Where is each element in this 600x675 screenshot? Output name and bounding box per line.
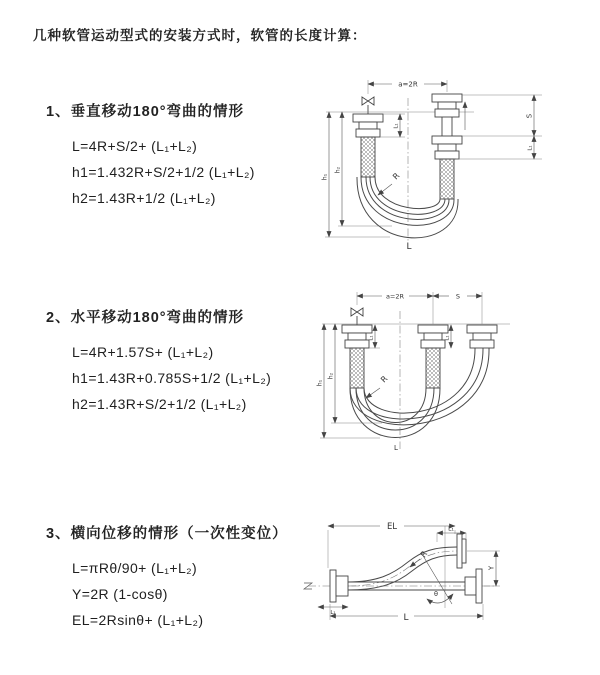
dimension-l	[330, 604, 483, 623]
label-theta: θ	[434, 590, 438, 598]
section-1-heading: 1、垂直移动180°弯曲的情形	[46, 104, 245, 120]
formula-y: Y=2R (1-cosθ)	[72, 586, 168, 602]
left-flanged-fitting	[342, 325, 372, 388]
label-r: R	[379, 374, 390, 385]
braided-hose-section	[426, 348, 440, 388]
right-flange	[465, 569, 482, 603]
angle-theta	[422, 554, 453, 604]
braided-hose-section	[350, 348, 364, 388]
dim-label-el: EL	[386, 522, 398, 532]
formula-h1: h1=1.43R+0.785S+1/2 (L₁+L₂)	[72, 370, 272, 386]
dim-label-h1: h₁	[321, 173, 329, 181]
section-3	[46, 525, 288, 638]
diagram-lateral-displacement	[300, 506, 600, 651]
radius-callout	[378, 171, 402, 195]
radius-callout	[366, 374, 390, 398]
label-r: R	[391, 171, 402, 182]
formula-h2: h2=1.43R+S/2+1/2 (L₁+L₂)	[72, 396, 247, 412]
formula-l: L=4R+S/2+ (L₁+L₂)	[72, 138, 198, 154]
hose-s-curve	[348, 547, 457, 590]
left-flanged-fitting	[353, 114, 383, 177]
hose-u-bends	[350, 348, 489, 438]
dimension-a2r-s	[357, 292, 482, 324]
dim-label-l: L	[403, 613, 409, 623]
section-1	[46, 103, 255, 216]
dim-label-l1: L₁	[393, 123, 400, 129]
middle-flanged-fitting	[418, 325, 448, 388]
formula-h1: h1=1.432R+S/2+1/2 (L₁+L₂)	[72, 164, 255, 180]
valve-icon	[351, 308, 363, 325]
section-2-heading: 2、水平移动180°弯曲的情形	[46, 310, 245, 326]
dim-label-h2: h₂	[327, 372, 335, 380]
dim-label-l: L	[406, 242, 412, 252]
dimension-a2r	[368, 80, 447, 94]
dim-label-l1: L₁	[330, 610, 336, 616]
dim-label-s: S	[455, 292, 461, 301]
dim-label-l1: L₁	[368, 335, 375, 341]
formula-l: L=πRθ/90+ (L₁+L₂)	[72, 560, 198, 576]
dim-label-s: S	[525, 113, 534, 119]
displaced-flange	[457, 534, 466, 568]
section-3-heading: 3、横向位移的情形（一次性变位）	[46, 526, 288, 542]
dim-label-h2: h₂	[334, 166, 342, 174]
dim-label-y: Y	[487, 565, 496, 571]
formula-el: EL=2Rsinθ+ (L₁+L₂)	[72, 612, 204, 628]
dim-label-a2r: a=2R	[385, 292, 405, 301]
label-r: R	[418, 549, 430, 560]
section-2	[46, 309, 271, 422]
formula-l: L=4R+1.57S+ (L₁+L₂)	[72, 344, 214, 360]
dim-label-l1: L₁	[444, 335, 451, 341]
dimension-el	[328, 522, 455, 568]
right-flanged-fitting	[467, 325, 497, 348]
dim-label-a2r: a=2R	[398, 80, 418, 89]
dimension-l1-left	[380, 114, 405, 137]
braided-hose-section	[440, 159, 454, 199]
diagram-horizontal-180-bend	[312, 281, 572, 456]
valve-icon	[362, 97, 374, 114]
formula-h2: h2=1.43R+1/2 (L₁+L₂)	[72, 190, 216, 206]
braided-hose-section	[361, 137, 375, 177]
dim-label-l1: L₁	[527, 145, 534, 151]
right-flanged-fitting	[432, 94, 462, 199]
page-title: 几种软管运动型式的安装方式时，软管的长度计算：	[33, 28, 367, 43]
dimension-s-l1	[456, 95, 542, 159]
dim-label-l1: L₁	[448, 525, 454, 533]
dimension-l1-left	[318, 607, 348, 616]
dim-label-h1: h₁	[316, 379, 324, 387]
left-flange	[330, 570, 348, 602]
dim-label-l: L	[394, 444, 398, 452]
diagram-vertical-180-bend	[312, 70, 552, 255]
